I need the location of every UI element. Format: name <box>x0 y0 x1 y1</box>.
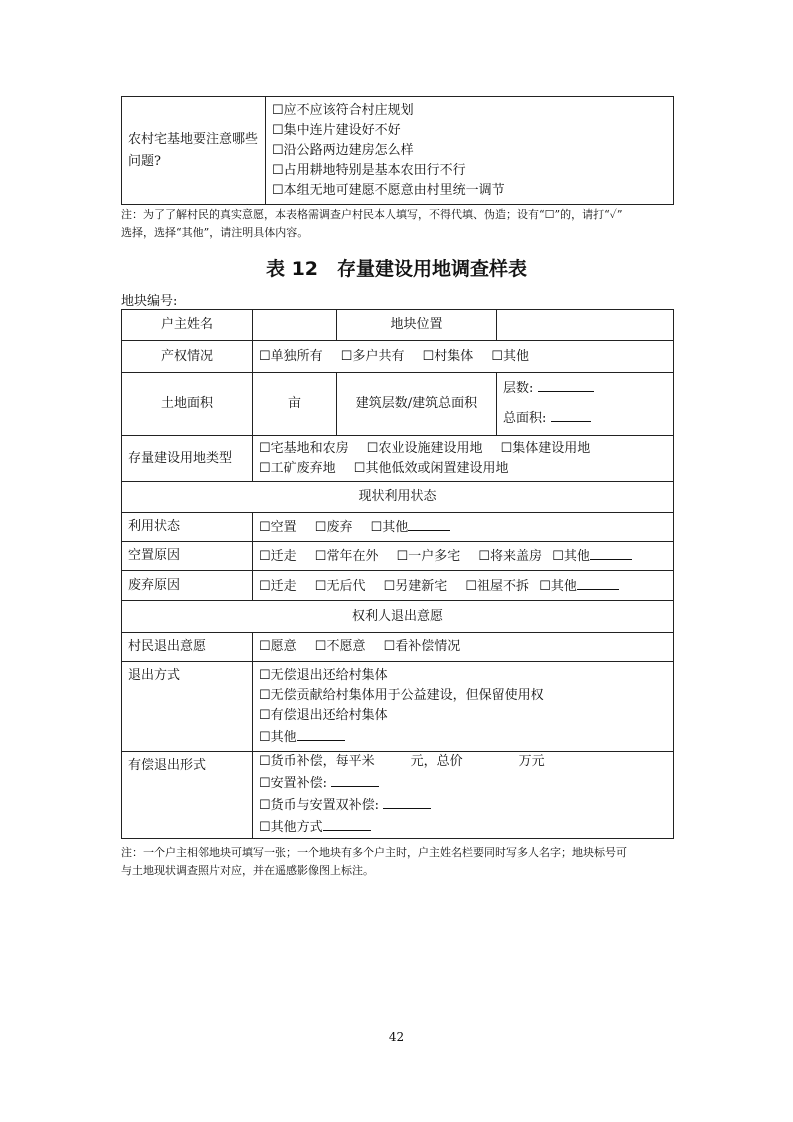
use-status-other-blank[interactable] <box>408 516 450 531</box>
vacant-reason-other-blank[interactable] <box>590 545 632 560</box>
exit-method-label: 退出方式 <box>122 662 253 752</box>
survey-table <box>121 309 674 839</box>
abandon-reason-option[interactable]: ☐另建新宅 <box>383 578 448 594</box>
option[interactable]: ☐本组无地可建愿不愿意由村里统一调节 <box>272 182 505 198</box>
exit-method-option[interactable]: ☐无偿退出还给村集体 <box>259 667 388 683</box>
willingness-option[interactable]: ☐愿意 <box>259 639 297 654</box>
property-option[interactable]: ☐村集体 <box>422 348 474 364</box>
plot-number-label: 地块编号: <box>121 294 178 309</box>
total-area-label: 总面积: <box>503 411 547 426</box>
vacant-reason-option[interactable]: ☐常年在外 <box>314 549 379 564</box>
abandon-reason-option[interactable]: ☐其他 <box>539 578 577 594</box>
option[interactable]: ☐沿公路两边建房怎么样 <box>272 142 414 158</box>
abandon-reason-options <box>253 571 674 601</box>
vacant-reason-options <box>253 542 674 571</box>
note-2: 注：一个户主相邻地块可填写一张；一个地块有多个户主时，户主姓名栏要同时写多人名字；地块标号可 与土地现状调查照片对应，并在遥感影像图上标注。 <box>121 846 627 877</box>
type-option[interactable]: ☐宅基地和农房 <box>259 440 349 456</box>
vacant-reason-option[interactable]: ☐迁走 <box>259 549 297 564</box>
option[interactable]: ☐占用耕地特别是基本农田行不行 <box>272 162 466 178</box>
property-option[interactable]: ☐多户共有 <box>340 348 405 364</box>
willingness-option[interactable]: ☐不愿意 <box>314 639 366 654</box>
land-area-unit: 亩 <box>253 373 337 436</box>
willingness-options <box>253 633 674 662</box>
abandon-reason-option[interactable]: ☐无后代 <box>314 578 366 594</box>
paid-exit-label: 有偿退出形式 <box>122 752 253 839</box>
abandon-reason-option[interactable]: ☐迁走 <box>259 578 297 594</box>
type-option[interactable]: ☐工矿废弃地 <box>259 460 336 476</box>
use-status-option[interactable]: ☐其他 <box>370 520 409 535</box>
paid-exit-other-blank[interactable] <box>323 816 371 831</box>
section-willingness: 权利人退出意愿 <box>122 601 674 633</box>
note-1: 注：为了了解村民的真实意愿，本表格需调查户村民本人填写，不得代填、伪造；设有“☐”的，请打“✓” 选择，选择“其他”，请注明具体内容。 <box>121 208 623 239</box>
exit-method-option[interactable]: ☐其他 <box>259 729 297 745</box>
willingness-option[interactable]: ☐看补偿情况 <box>383 639 461 654</box>
paid-exit-money-total-unit: 万元 <box>518 754 545 769</box>
paid-exit-money-option[interactable]: ☐货币补偿，每平米 <box>259 754 375 769</box>
type-label: 存量建设用地类型 <box>122 436 253 482</box>
floors-blank[interactable] <box>538 377 594 392</box>
total-area-blank[interactable] <box>551 407 591 422</box>
exit-method-other-blank[interactable] <box>297 726 345 741</box>
abandon-reason-other-blank[interactable] <box>577 575 619 590</box>
property-label: 产权情况 <box>122 341 253 373</box>
use-status-option[interactable]: ☐空置 <box>259 520 297 535</box>
paid-exit-other-option[interactable]: ☐其他方式 <box>259 820 323 835</box>
page-title: 表 12 存量建设用地调查样表 <box>265 258 528 280</box>
use-status-option[interactable]: ☐废弃 <box>314 520 353 535</box>
exit-method-options <box>253 662 674 752</box>
vacant-reason-option[interactable]: ☐一户多宅 <box>396 549 461 564</box>
property-option[interactable]: ☐单独所有 <box>259 348 323 364</box>
building-label: 建筑层数/建筑总面积 <box>337 373 497 436</box>
paid-exit-options <box>253 752 674 839</box>
paid-exit-money-unit: 元，总价 <box>410 754 463 769</box>
section-status: 现状利用状态 <box>122 482 674 513</box>
option[interactable]: ☐应不应该符合村庄规划 <box>272 102 414 118</box>
property-option[interactable]: ☐其他 <box>491 348 530 364</box>
owner-field[interactable] <box>253 310 337 341</box>
building-fields <box>497 373 674 436</box>
type-option[interactable]: ☐集体建设用地 <box>500 440 591 456</box>
option[interactable]: ☐集中连片建设好不好 <box>272 122 401 138</box>
location-label: 地块位置 <box>337 310 497 341</box>
property-options <box>253 341 674 373</box>
use-status-options <box>253 513 674 542</box>
paid-exit-dual-option[interactable]: ☐货币与安置双补偿: <box>259 798 380 813</box>
exit-method-option[interactable]: ☐有偿退出还给村集体 <box>259 707 388 723</box>
abandon-reason-label: 废弃原因 <box>122 571 253 601</box>
top-table <box>121 96 674 205</box>
floors-label: 层数: <box>503 381 534 396</box>
vacant-reason-option[interactable]: ☐将来盖房 <box>478 549 543 564</box>
exit-method-option[interactable]: ☐无偿贡献给村集体用于公益建设，但保留使用权 <box>259 687 544 703</box>
abandon-reason-option[interactable]: ☐祖屋不拆 <box>465 578 530 594</box>
type-option[interactable]: ☐农业设施建设用地 <box>366 440 483 456</box>
land-area-label: 土地面积 <box>122 373 253 436</box>
type-options <box>253 436 674 482</box>
vacant-reason-label: 空置原因 <box>122 542 253 571</box>
question-label: 农村宅基地要注意哪些问题? <box>122 97 266 205</box>
paid-exit-resettlement-option[interactable]: ☐安置补偿: <box>259 776 328 791</box>
type-option[interactable]: ☐其他低效或闲置建设用地 <box>353 460 509 476</box>
use-status-label: 利用状态 <box>122 513 253 542</box>
owner-label: 户主姓名 <box>122 310 253 341</box>
dual-blank[interactable] <box>383 794 431 809</box>
page-number: 42 <box>388 1030 405 1044</box>
willingness-label: 村民退出意愿 <box>122 633 253 662</box>
question-options <box>266 97 674 205</box>
location-field[interactable] <box>497 310 674 341</box>
resettlement-blank[interactable] <box>331 772 379 787</box>
vacant-reason-option[interactable]: ☐其他 <box>552 549 590 564</box>
